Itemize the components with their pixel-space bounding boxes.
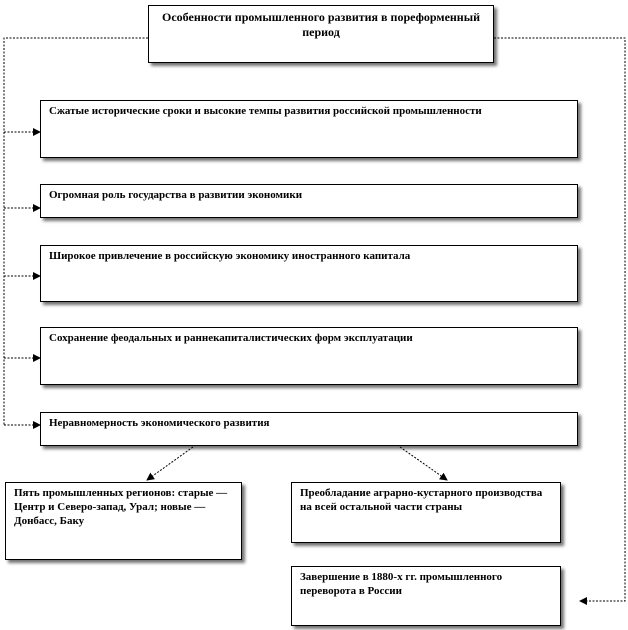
feature-label-4: Сохранение феодальных и раннекапиталистических форм эксплуатации bbox=[49, 332, 413, 344]
feature-label-1: Сжатые исторические сроки и высокие темпы развития российской промышленности bbox=[49, 105, 482, 117]
feature-label-2: Огромная роль государства в развитии экономики bbox=[49, 189, 303, 201]
feature-box-3 bbox=[40, 245, 578, 302]
feature-box-1 bbox=[40, 100, 578, 158]
feature-label-3: Широкое привлечение в российскую экономику иностранного капитала bbox=[49, 250, 411, 262]
agrarian-label: Преобладание аграрно-кустарного производства на всей остальной части страны bbox=[300, 487, 543, 513]
feature-box-4 bbox=[40, 327, 578, 385]
completion-box bbox=[291, 566, 561, 626]
diagram-title: Особенности промышленного развития в пореформенный период bbox=[162, 10, 480, 39]
regions-label: Пять промышленных регионов: старые — Центр и Северо-запад, Урал; новые — Донбасс, Баку bbox=[14, 487, 228, 527]
feature-label-5: Неравномерность экономического развития bbox=[49, 417, 270, 429]
agrarian-box bbox=[291, 482, 561, 543]
feature-box-5 bbox=[40, 412, 578, 446]
feature-box-2 bbox=[40, 184, 578, 218]
arrow-to-agrarian bbox=[400, 447, 447, 480]
arrow-to-regions bbox=[147, 447, 193, 480]
regions-box bbox=[5, 482, 242, 560]
completion-label: Завершение в 1880-х гг. промышленного переворота в России bbox=[300, 571, 503, 597]
diagram-title-box bbox=[148, 5, 494, 63]
